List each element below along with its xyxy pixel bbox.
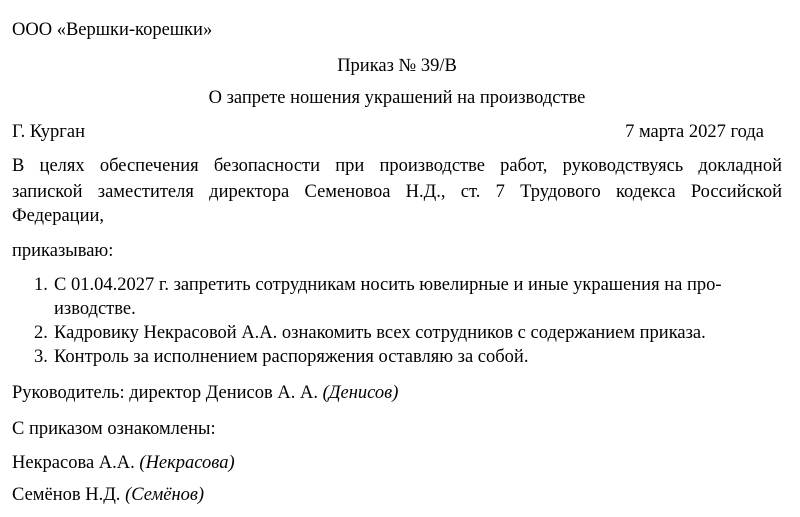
signer-row [12,452,235,474]
preamble-line-3: Федерации, [12,206,104,226]
head-signature-line [12,382,398,404]
head-label: Руководитель: директор Денисов А. А. [12,383,318,403]
signer-row [12,484,204,506]
list-item-text: Кадровику Некрасовой А.А. ознакомить всех сотрудников с содержанием приказа. [54,323,706,343]
preamble-line-2: запиской заместителя директора Семеновоа Н.Д., ст. 7 Трудового кодекса Российской [12,182,782,202]
signer-signature: (Семёнов) [125,485,205,505]
list-item-text-continued: изводстве. [54,299,136,319]
order-subject: О запрете ношения украшений на производстве [208,88,586,108]
order-date: 7 марта 2027 года [625,122,764,142]
list-item [12,273,782,321]
signer-name: Некрасова А.А. [12,453,135,473]
organization-name: ООО «Вершки-корешки» [12,20,213,40]
head-signature: (Денисов) [322,383,399,403]
order-title: Приказ № 39/В [337,56,457,76]
signer-signature: (Некрасова) [139,453,235,473]
list-item [12,321,782,345]
list-item-number: 1. [34,275,48,295]
list-item-number: 2. [34,323,48,343]
list-item-text: Контроль за исполнением распоряжения оставляю за собой. [54,347,529,367]
signer-name: Семёнов Н.Д. [12,485,121,505]
city: Г. Курган [12,122,86,142]
order-items-list [12,273,782,369]
order-word: приказываю: [12,241,114,261]
list-item-number: 3. [34,347,48,367]
acquainted-label: С приказом ознакомлены: [12,419,216,439]
list-item [12,345,782,369]
list-item-text: С 01.04.2027 г. запретить сотрудникам носить ювелирные и иные украшения на про- [54,275,722,295]
preamble-line-1: В целях обеспечения безопасности при производстве работ, руководствуясь докладной [12,156,782,176]
